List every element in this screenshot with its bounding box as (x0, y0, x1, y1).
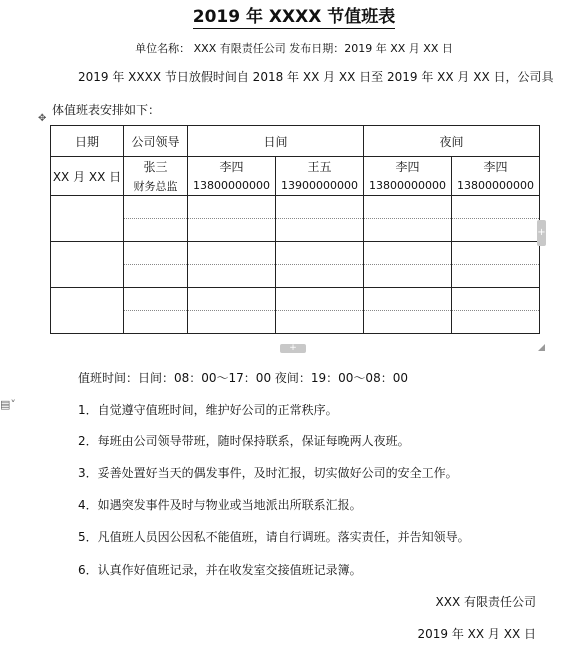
duty-table (50, 125, 540, 334)
empty-cell[interactable] (364, 242, 452, 265)
empty-cell[interactable] (364, 288, 452, 311)
empty-cell[interactable] (124, 288, 188, 311)
empty-cell[interactable] (124, 242, 188, 265)
header-date: 日期 (51, 126, 124, 157)
empty-cell[interactable] (364, 196, 452, 219)
rule-4: 4．如遇突发事件及时与物业或当地派出所联系汇报。 (78, 498, 362, 512)
document-title: 2019 年 XXXX 节值班表 (192, 7, 396, 27)
empty-cell[interactable] (364, 265, 452, 288)
empty-cell[interactable] (188, 265, 276, 288)
empty-cell[interactable] (452, 288, 540, 311)
cell-night1-name: 李四 (364, 157, 452, 177)
rule-1: 1．自觉遵守值班时间，维护好公司的正常秩序。 (78, 403, 338, 417)
empty-cell[interactable] (452, 219, 540, 242)
cell-day2-name: 王五 (276, 157, 364, 177)
empty-cell[interactable] (276, 242, 364, 265)
empty-cell[interactable] (188, 196, 276, 219)
table-row (51, 311, 540, 334)
empty-cell[interactable] (188, 288, 276, 311)
rule-5: 5．凡值班人员因公因私不能值班，请自行调班。落实责任，并告知领导。 (78, 530, 470, 544)
signature-date: 2019 年 XX 月 XX 日 (417, 627, 536, 641)
intro-line-2: 体值班表安排如下： (52, 103, 161, 117)
empty-cell[interactable] (124, 265, 188, 288)
empty-cell[interactable] (124, 196, 188, 219)
empty-cell[interactable] (276, 311, 364, 334)
table-row (51, 242, 540, 265)
document-icon[interactable]: ▤˅ (0, 398, 16, 411)
empty-cell[interactable] (452, 242, 540, 265)
empty-cell[interactable] (452, 196, 540, 219)
cell-day1-phone: 13800000000 (188, 176, 276, 196)
table-row (51, 176, 540, 196)
table-row (51, 219, 540, 242)
header-day: 日间 (188, 126, 364, 157)
intro-line-1: 2019 年 XXXX 节日放假时间自 2018 年 XX 月 XX 日至 2019 年 XX 月 XX 日，公司具 (78, 70, 554, 84)
cell-night1-phone: 13800000000 (364, 176, 452, 196)
rule-2: 2．每班由公司领导带班，随时保持联系，保证每晚两人夜班。 (78, 434, 410, 448)
empty-cell[interactable] (188, 311, 276, 334)
empty-cell[interactable] (364, 311, 452, 334)
empty-cell[interactable] (124, 311, 188, 334)
empty-cell[interactable] (188, 242, 276, 265)
empty-cell[interactable] (364, 219, 452, 242)
cell-date: XX 月 XX 日 (51, 157, 124, 196)
header-night: 夜间 (364, 126, 540, 157)
cell-day2-phone: 13900000000 (276, 176, 364, 196)
empty-cell[interactable] (51, 242, 124, 288)
empty-cell[interactable] (124, 219, 188, 242)
cell-leader-name: 张三 (124, 157, 188, 177)
table-row (51, 157, 540, 177)
empty-cell[interactable] (452, 265, 540, 288)
empty-cell[interactable] (51, 196, 124, 242)
rule-6: 6．认真作好值班记录，并在收发室交接值班记录簿。 (78, 563, 362, 577)
cell-night2-name: 李四 (452, 157, 540, 177)
table-row (51, 196, 540, 219)
add-column-plus-icon[interactable]: + (537, 220, 546, 246)
empty-cell[interactable] (276, 219, 364, 242)
document-meta: 单位名称： XXX 有限责任公司 发布日期：2019 年 XX 月 XX 日 (135, 42, 453, 55)
table-row (51, 265, 540, 288)
table-resize-icon[interactable] (538, 344, 545, 351)
empty-cell[interactable] (276, 265, 364, 288)
empty-cell[interactable] (276, 196, 364, 219)
table-header-row (51, 126, 540, 157)
add-row-plus-icon[interactable]: + (280, 344, 306, 353)
table-move-handle-icon[interactable]: ✥ (38, 113, 47, 124)
table-row (51, 288, 540, 311)
cell-leader-title: 财务总监 (124, 176, 188, 196)
duty-time: 值班时间：日间：08：00～17：00 夜间：19：00～08：00 (78, 371, 408, 385)
cell-night2-phone: 13800000000 (452, 176, 540, 196)
rule-3: 3．妥善处置好当天的偶发事件，及时汇报，切实做好公司的安全工作。 (78, 466, 458, 480)
cell-day1-name: 李四 (188, 157, 276, 177)
empty-cell[interactable] (276, 288, 364, 311)
signature-company: XXX 有限责任公司 (435, 595, 536, 609)
empty-cell[interactable] (51, 288, 124, 334)
empty-cell[interactable] (188, 219, 276, 242)
empty-cell[interactable] (452, 311, 540, 334)
header-leader: 公司领导 (124, 126, 188, 157)
